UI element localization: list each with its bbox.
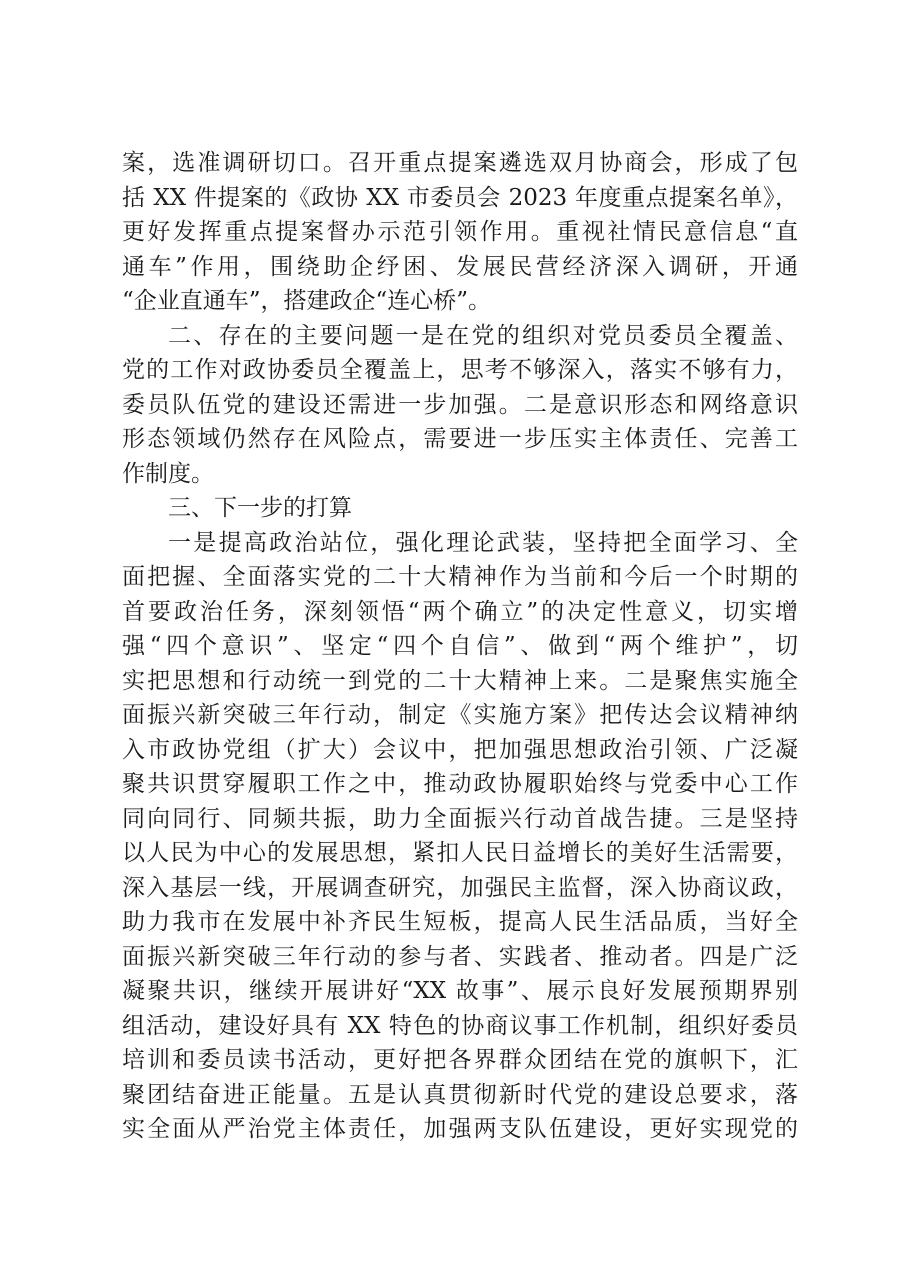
text-line: 入市政协党组（扩大）会议中，把加强思想政治引领、广泛凝 bbox=[122, 736, 798, 763]
text-line: 聚团结奋进正能量。五是认真贯彻新时代党的建设总要求，落 bbox=[122, 1081, 798, 1108]
text-line: 以人民为中心的发展思想，紧扣人民日益增长的美好生活需要， bbox=[122, 840, 798, 866]
text-line: 一是提高政治站位，强化理论武装，坚持把全面学习、全 bbox=[168, 529, 798, 556]
text-line: 培训和委员读书活动，更好把各界群众团结在党的旗帜下，汇 bbox=[122, 1047, 798, 1073]
text-line: 助力我市在发展中补齐民生短板，提高人民生活品质，当好全 bbox=[122, 909, 798, 935]
text-line: 同向同行、同频共振，助力全面振兴行动首战告捷。三是坚持 bbox=[122, 805, 798, 832]
text-line: “企业直通车”，搭建政企“连心桥”。 bbox=[122, 288, 492, 314]
text-line: 面把握、全面落实党的二十大精神作为当前和今后一个时期的 bbox=[122, 564, 798, 590]
text-line: 案，选准调研切口。召开重点提案遴选双月协商会，形成了包 bbox=[122, 150, 798, 176]
text-line: 强“四个意识”、坚定“四个自信”、做到“两个维护”，切 bbox=[122, 633, 798, 659]
text-line: 括 XX 件提案的《政协 XX 市委员会 2023 年度重点提案名单》， bbox=[122, 184, 798, 211]
text-line: 凝聚共识，继续开展讲好“XX 故事”、展示良好发展预期界别 bbox=[122, 978, 798, 1004]
text-line: 实把思想和行动统一到党的二十大精神上来。二是聚焦实施全 bbox=[122, 667, 798, 694]
text-line: 面振兴新突破三年行动的参与者、实践者、推动者。四是广泛 bbox=[122, 943, 798, 970]
text-line: 形态领域仍然存在风险点，需要进一步压实主体责任、完善工 bbox=[122, 426, 798, 452]
section-heading-problems: 二、存在的主要问题一是在党的组织对党员委员全覆盖、 bbox=[168, 322, 798, 349]
section-heading-next-steps: 三、下一步的打算 bbox=[168, 495, 352, 521]
text-line: 作制度。 bbox=[122, 460, 214, 487]
text-line: 组活动，建设好具有 XX 特色的协商议事工作机制，组织好委员 bbox=[122, 1012, 798, 1039]
text-line: 委员队伍党的建设还需进一步加强。二是意识形态和网络意识 bbox=[122, 391, 798, 418]
text-line: 党的工作对政协委员全覆盖上，思考不够深入，落实不够有力， bbox=[122, 357, 798, 383]
text-line: 深入基层一线，开展调查研究，加强民主监督，深入协商议政， bbox=[122, 874, 798, 901]
text-line: 首要政治任务，深刻领悟“两个确立”的决定性意义，切实增 bbox=[122, 598, 798, 625]
text-line: 更好发挥重点提案督办示范引领作用。重视社情民意信息“直 bbox=[122, 219, 798, 245]
text-line: 面振兴新突破三年行动，制定《实施方案》把传达会议精神纳 bbox=[122, 702, 798, 728]
text-line: 通车”作用，围绕助企纾困、发展民营经济深入调研，开通 bbox=[122, 253, 798, 280]
document-body bbox=[122, 146, 798, 1147]
text-line: 聚共识贯穿履职工作之中，推动政协履职始终与党委中心工作 bbox=[122, 771, 798, 797]
text-line: 实全面从严治党主体责任，加强两支队伍建设，更好实现党的 bbox=[122, 1116, 798, 1142]
